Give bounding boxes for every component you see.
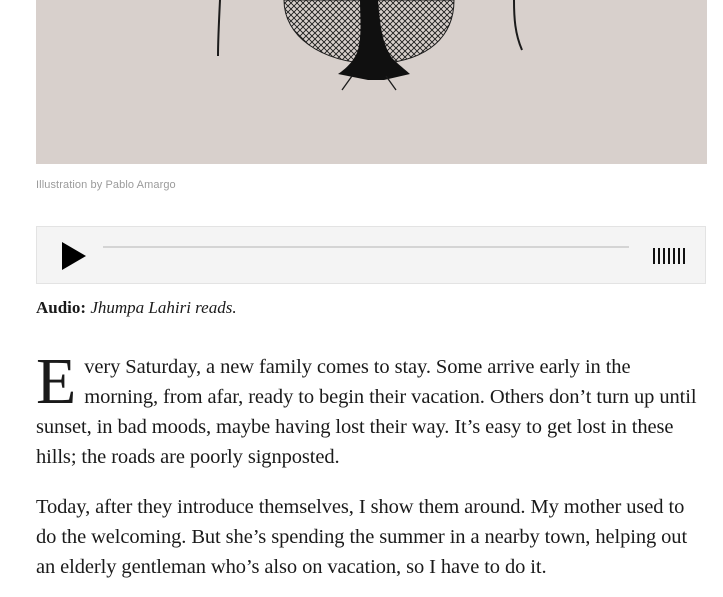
illustration-caption: Illustration by Pablo Amargo [36, 179, 176, 191]
story-paragraph [36, 345, 704, 472]
story-paragraph: Today, after they introduce themselves, I show them around. My mother used to do the welcoming. But she’s spending the summer in a nearby town, helping out an elderly gentleman who’s also on vacation, so I have to do it. [36, 496, 688, 578]
play-button[interactable] [59, 241, 89, 271]
audio-credit [36, 297, 237, 319]
illustration-drawing [36, 0, 707, 164]
audio-menu-button[interactable] [652, 247, 688, 265]
story-body [36, 345, 704, 597]
audio-reader-text: Jhumpa Lahiri reads. [90, 298, 237, 317]
article-illustration [36, 0, 707, 164]
audio-label: Audio: [36, 298, 87, 317]
audio-progress-bar[interactable] [103, 246, 629, 248]
audio-player [36, 226, 706, 284]
drop-cap: E [36, 345, 77, 418]
bars-icon [652, 247, 688, 265]
story-paragraph-text: very Saturday, a new family comes to stay. Some arrive early in the morning, from afar, ready to begin their vacation. Others don’t turn up until sunset, in bad moods, maybe having lost their way. It’s easy to get lost in these hills; the roads are poorly signposted. [36, 356, 697, 468]
play-icon [59, 241, 89, 271]
